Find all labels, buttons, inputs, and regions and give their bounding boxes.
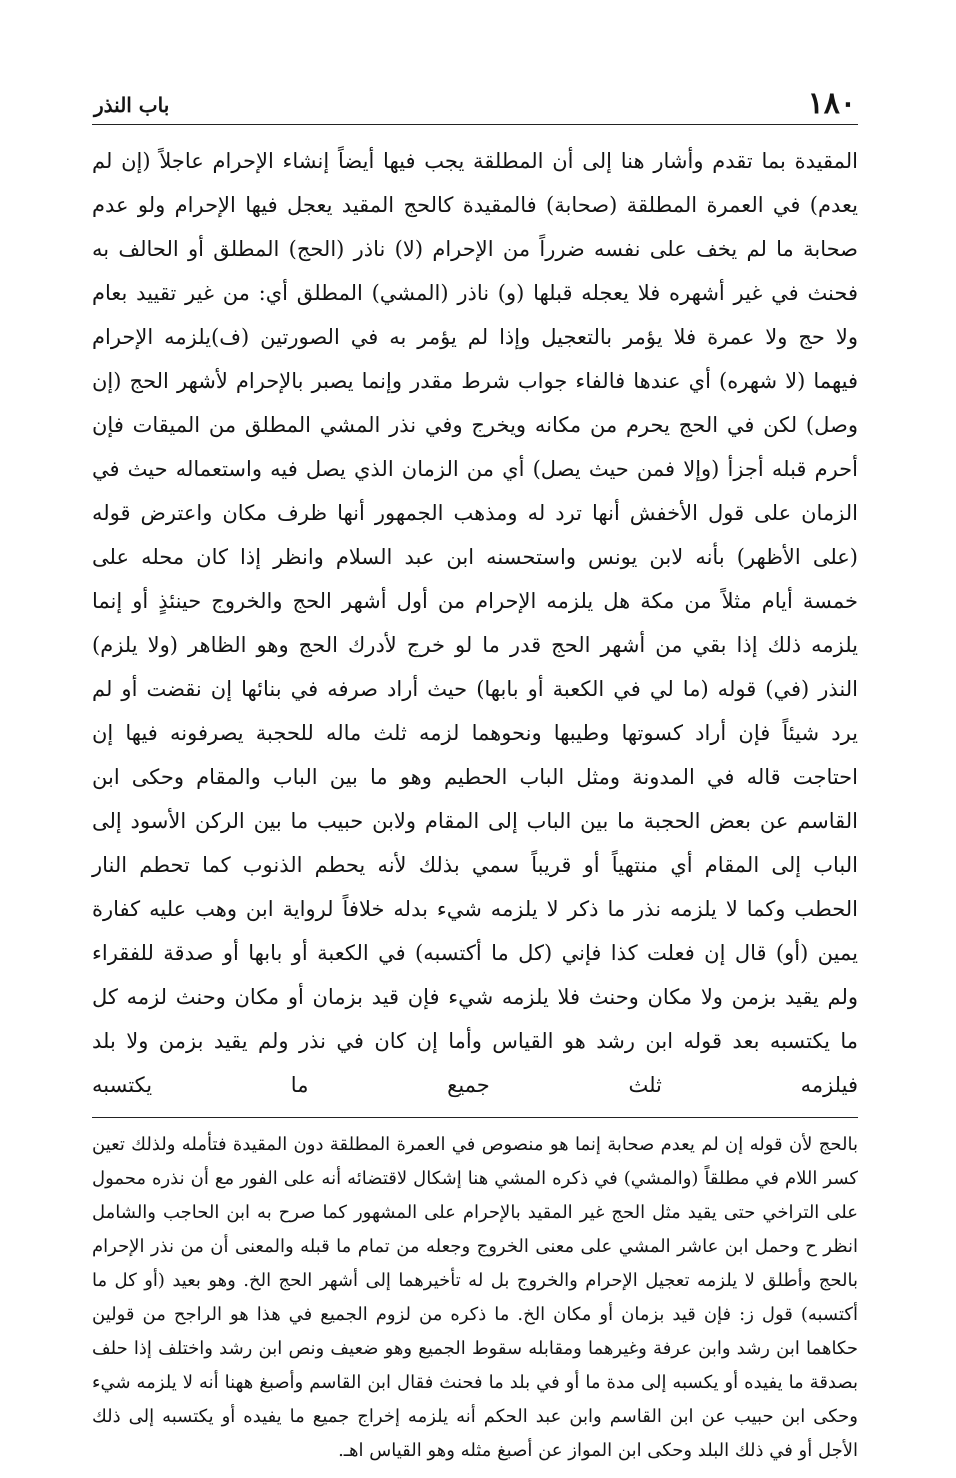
footnote-text: بالحج لأن قوله إن لم يعدم صحابة إنما هو منصوص في العمرة المطلقة دون المقيدة فتأمله ولذلك تعين كسر اللام في مطلقاً (والمشي) في ذكره المشي هنا إشكال لاقتضائه أنه على الفور مع أن نذره محمول على التراخي حتى يقيد مثل الحج غير المقيد بالإحرام على المشهور كما صرح به ابن الحاجب والشامل انظر ح وحمل ابن عاشر المشي على معنى الخروج وجعله من تمام ما قبله والمعنى أن من نذر الإحرام بالحج وأطلق لا يلزمه تعجيل الإحرام والخروج بل له تأخيرهما إلى أشهر الحج الخ. وهو بعيد (أو كل ما أكتسبه) قول ز: فإن قيد بزمان أو مكان الخ. ما ذكره من لزوم الجميع في هذا هو الراجح من قولين حكاهما ابن رشد وابن عرفة وغيرهما ومقابله سقوط الجميع وهو ضعيف ونص ابن رشد واختلف إذا حلف بصدقة ما يفيده أو يكسبه إلى مدة ما أو في بلد ما فحنث فقال ابن القاسم وأصبغ ههنا أنه لا يلزمه شيء وحكى ابن حبيب عن ابن القاسم وابن عبد الحكم أنه يلزمه إخراج جميع ما يفيده أو يكتسبه إلى ذلك الأجل أو في ذلك البلد وحكى ابن المواز عن أصبغ مثله وهو القياس اهـ. (92, 1134, 858, 1461)
book-page (92, 84, 858, 1468)
page-number: ١٨٠ (807, 86, 856, 121)
footnote-divider (92, 1117, 858, 1118)
chapter-title: باب النذر (94, 93, 170, 117)
running-header (92, 84, 858, 125)
main-text-body: المقيدة بما تقدم وأشار هنا إلى أن المطلقة يجب فيها أيضاً إنشاء الإحرام عاجلاً (إن لم يعدم) في العمرة المطلقة (صحابة) فالمقيدة كالحج المقيد يعجل فيها الإحرام ولو عدم صحابة ما لم يخف على نفسه ضرراً من الإحرام (لا) ناذر (الحج) المطلق أو الحالف به فحنث في غير أشهره فلا يعجله قبلها (و) ناذر (المشي) المطلق أي: من غير تقييد بعام ولا حج ولا عمرة فلا يؤمر بالتعجيل وإذا لم يؤمر به في الصورتين (ف)يلزمه الإحرام فيهما (لا شهره) أي عندها فالفاء جواب شرط مقدر وإنما يصبر بالإحرام لأشهر الحج (إن وصل) لكن في الحج يحرم من مكانه ويخرج وفي نذر المشي المطلق من الميقات فإن أحرم قبله أجزأ (وإلا فمن حيث يصل) أي من الزمان الذي يصل فيه واستعماله حيث في الزمان على قول الأخفش أنها ترد له ومذهب الجمهور أنها ظرف مكان واعترض قوله (على الأظهر) بأنه لابن يونس واستحسنه ابن عبد السلام وانظر إذا كان محله على خمسة أيام مثلاً من مكة هل يلزمه الإحرام من أول أشهر الحج والخروج حينئذٍ أو إنما يلزمه ذلك إذا بقي من أشهر الحج قدر ما لو خرج لأدرك الحج وهو الظاهر (ولا يلزم) النذر (في) قوله (ما لي في الكعبة أو بابها) حيث أراد صرفه في بنائها إن نقضت أو لم يرد شيئاً فإن أراد كسوتها وطيبها ونحوهما لزمه ثلث ماله للحجبة يصرفونه فيها إن احتاجت قاله في المدونة ومثل الباب الحطيم وهو ما بين الباب والمقام وحكى ابن القاسم عن بعض الحجبة ما بين الباب إلى المقام ولابن حبيب ما بين الركن الأسود إلى الباب إلى المقام أي منتهياً أو قريباً سمي بذلك لأنه يحطم الذنوب كما تحطم النار الحطب وكما لا يلزمه نذر ما ذكر لا يلزمه شيء بدله خلافاً لرواية ابن وهب عليه كفارة يمين (أو) قال إن فعلت كذا فإني (كل ما أكتسبه) في الكعبة أو بابها أو صدقة للفقراء ولم يقيد بزمن ولا مكان وحنث فلا يلزمه شيء فإن قيد بزمان أو مكان وحنث لزمه كل ما يكتسبه بعد قوله ابن رشد هو القياس وأما إن كان في نذر ولم يقيد بزمن ولا بلد فيلزمه ثلث جميع ما يكتسبه (92, 149, 858, 1097)
